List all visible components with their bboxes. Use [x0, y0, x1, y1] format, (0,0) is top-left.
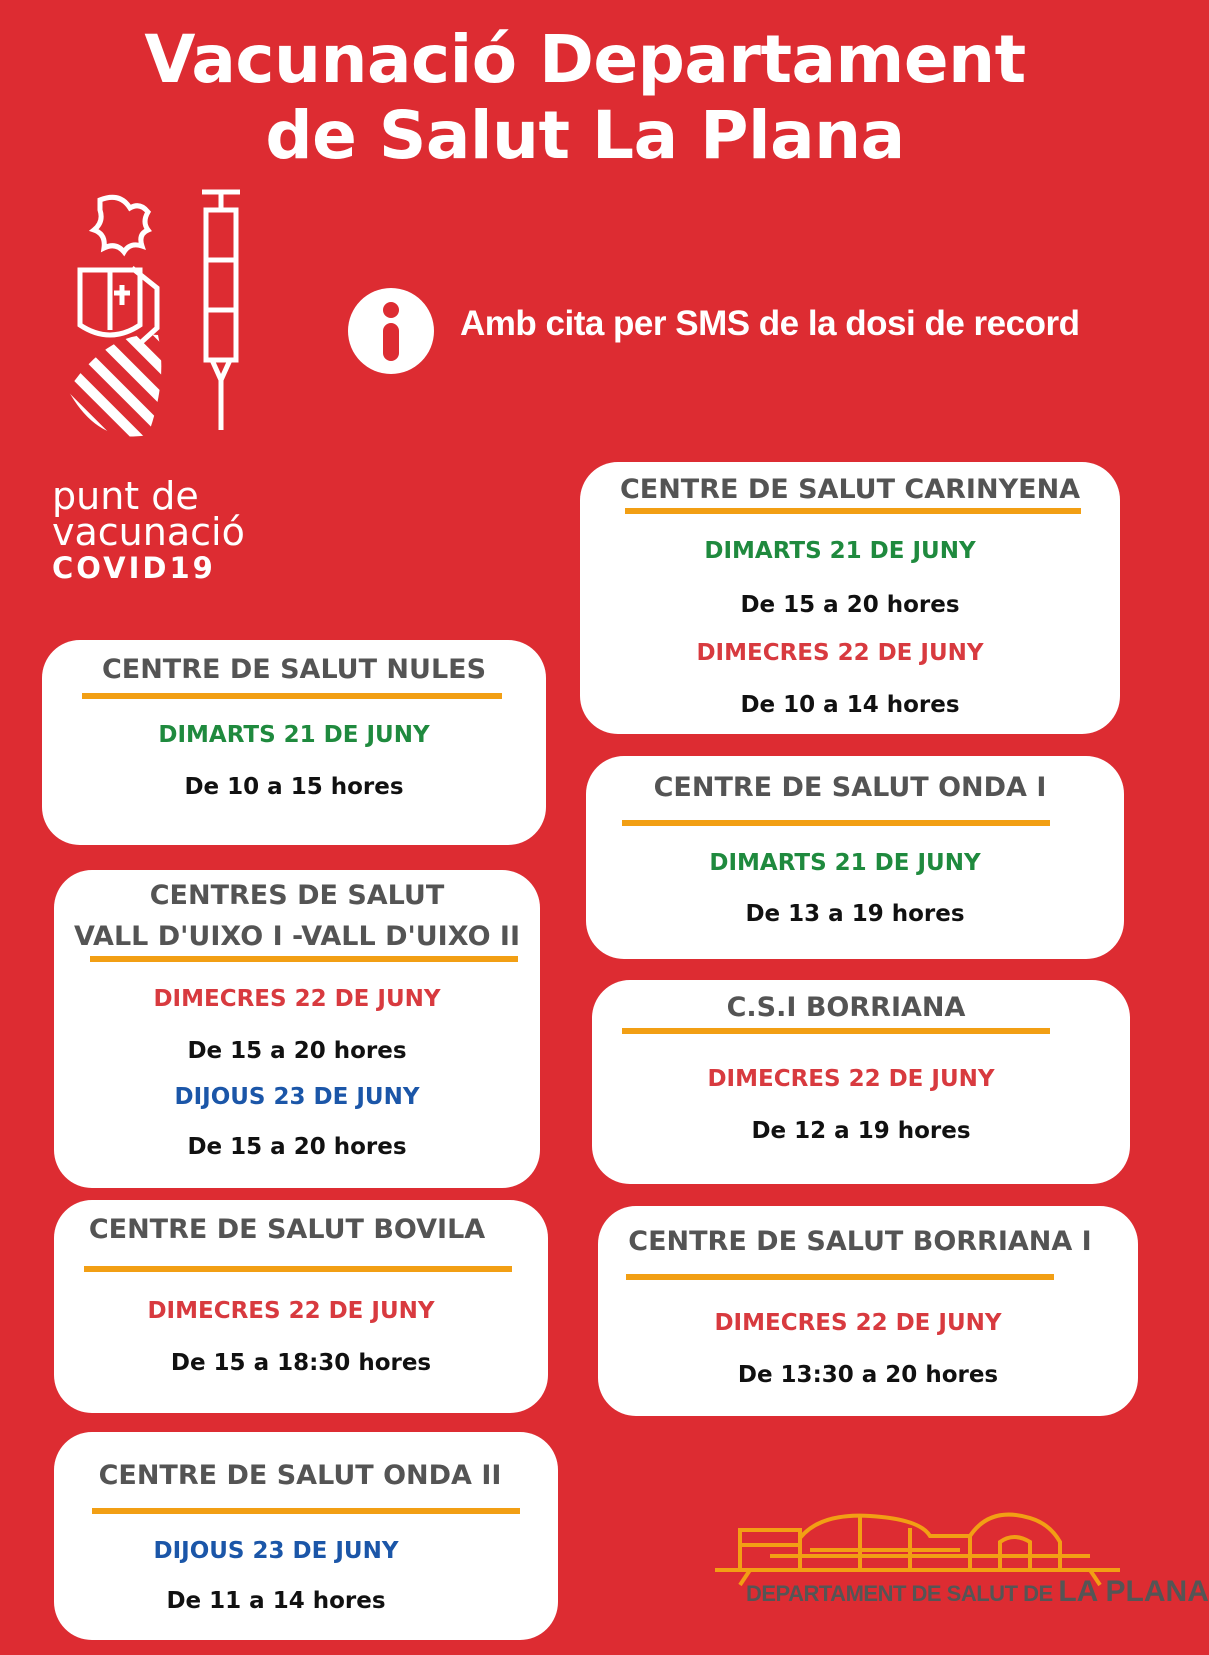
name-underline [625, 508, 1081, 514]
punt-line3: COVID19 [52, 551, 216, 585]
info-text: Amb cita per SMS de la dosi de record [460, 304, 1080, 343]
schedule-hours: De 15 a 20 hores [187, 1038, 407, 1064]
schedule-hours: De 10 a 15 hores [184, 774, 404, 800]
centre-name: CENTRE DE SALUT ONDA II [98, 1460, 502, 1491]
centre-card-vall-duixo [54, 870, 540, 1188]
schedule-day: DIMARTS 21 DE JUNY [709, 850, 981, 876]
centre-card-nules [42, 640, 546, 845]
info-icon [348, 288, 434, 374]
schedule-day: DIJOUS 23 DE JUNY [174, 1084, 420, 1110]
punt-line1: punt de [52, 474, 199, 518]
schedule-day: DIJOUS 23 DE JUNY [153, 1538, 399, 1564]
name-underline [82, 693, 502, 699]
generalitat-emblem-icon [80, 197, 157, 346]
syringe-icon [202, 192, 240, 430]
schedule-hours: De 12 a 19 hores [751, 1118, 971, 1144]
schedule-day: DIMECRES 22 DE JUNY [696, 640, 984, 666]
name-underline [90, 956, 518, 962]
page-title-line2: de Salut La Plana [265, 97, 905, 174]
centre-name: CENTRE DE SALUT BOVILA [88, 1214, 486, 1245]
schedule-hours: De 15 a 20 hores [187, 1134, 407, 1160]
schedule-hours: De 13 a 19 hores [745, 901, 965, 927]
schedule-hours: De 15 a 18:30 hores [170, 1350, 432, 1376]
name-underline [622, 1028, 1050, 1034]
centre-card-csi-borriana [592, 980, 1130, 1184]
schedule-hours: De 11 a 14 hores [166, 1588, 386, 1614]
schedule-day: DIMARTS 21 DE JUNY [704, 538, 976, 564]
department-la-plana: LA PLANA [1058, 1575, 1209, 1608]
schedule-hours: De 10 a 14 hores [740, 692, 960, 718]
page-title-line1: Vacunació Departament [144, 21, 1026, 98]
centre-card-onda2 [54, 1432, 558, 1640]
centre-name: CENTRE DE SALUT NULES [101, 654, 487, 685]
schedule-day: DIMECRES 22 DE JUNY [707, 1066, 995, 1092]
schedule-hours: De 13:30 a 20 hores [737, 1362, 999, 1388]
schedule-day: DIMECRES 22 DE JUNY [714, 1310, 1002, 1336]
name-underline [84, 1266, 512, 1272]
centre-card-borriana1 [598, 1206, 1138, 1416]
schedule-hours: De 15 a 20 hores [740, 592, 960, 618]
centre-name: CENTRE DE SALUT CARINYENA [619, 474, 1081, 505]
centre-name-line1: CENTRES DE SALUT [149, 880, 445, 911]
centre-name-line2: VALL D'UIXO I -VALL D'UIXO II [73, 921, 521, 952]
name-underline [92, 1508, 520, 1514]
schedule-day: DIMECRES 22 DE JUNY [153, 986, 441, 1012]
centre-card-carinyena [580, 462, 1120, 734]
vaccination-logo [60, 190, 280, 450]
name-underline [626, 1274, 1054, 1280]
centre-name: C.S.I BORRIANA [726, 992, 966, 1023]
centre-name: CENTRE DE SALUT BORRIANA I [628, 1226, 1092, 1257]
centre-name: CENTRE DE SALUT ONDA I [653, 772, 1047, 803]
name-underline [622, 820, 1050, 826]
vaccination-point-label [52, 474, 245, 586]
centre-card-onda1 [586, 756, 1124, 959]
department-name [746, 1575, 1209, 1609]
punt-line2: vacunació [52, 510, 245, 554]
schedule-day: DIMECRES 22 DE JUNY [147, 1298, 435, 1324]
schedule-day: DIMARTS 21 DE JUNY [158, 722, 430, 748]
department-prefix: DEPARTAMENT DE SALUT DE [746, 1581, 1053, 1606]
centre-card-bovila [54, 1200, 548, 1413]
